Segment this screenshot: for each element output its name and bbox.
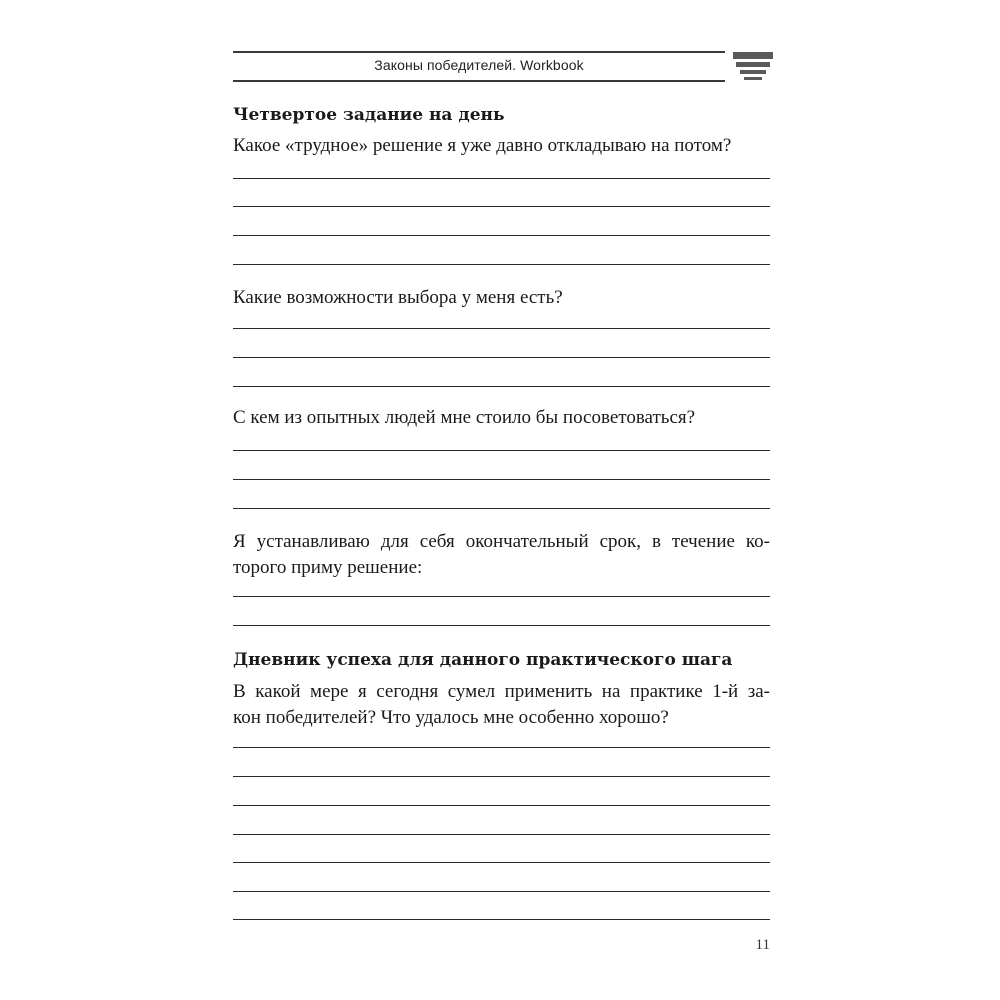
question-4 — [233, 529, 770, 581]
answer-line[interactable] — [233, 479, 770, 480]
diary-question-text-line-1: В какой мере я сегодня сумел применить на практике 1-й за- — [233, 681, 770, 702]
question-1-text: Какое «трудное» решение я уже давно откладываю на потом? — [233, 135, 732, 156]
answer-line[interactable] — [233, 206, 770, 207]
header-rule-top — [233, 51, 725, 53]
answer-line[interactable] — [233, 596, 770, 597]
answer-line[interactable] — [233, 508, 770, 509]
page-number: 11 — [755, 937, 770, 953]
answer-line[interactable] — [233, 891, 770, 892]
header-rule-bottom — [233, 80, 725, 82]
book-emblem-icon — [733, 46, 773, 86]
question-2-text: Какие возможности выбора у меня есть? — [233, 287, 563, 308]
answer-line[interactable] — [233, 625, 770, 626]
answer-line[interactable] — [233, 776, 770, 777]
question-3-text: С кем из опытных людей мне стоило бы посоветоваться? — [233, 407, 696, 428]
answer-line[interactable] — [233, 178, 770, 179]
question-4-text-line-2: торого приму решение: — [233, 557, 423, 578]
answer-line[interactable] — [233, 805, 770, 806]
answer-line[interactable] — [233, 386, 770, 387]
running-header-title: Законы победителей. Workbook — [374, 57, 584, 73]
answer-line[interactable] — [233, 235, 770, 236]
answer-line[interactable] — [233, 450, 770, 451]
answer-line[interactable] — [233, 862, 770, 863]
question-2 — [233, 285, 770, 311]
answer-line[interactable] — [233, 357, 770, 358]
question-3 — [233, 405, 770, 431]
task-heading: Четвертое задание на день — [233, 105, 505, 125]
answer-line[interactable] — [233, 834, 770, 835]
diary-question-text-line-2: кон победителей? Что удалось мне особенно хорошо? — [233, 707, 669, 728]
question-1 — [233, 133, 770, 159]
answer-line[interactable] — [233, 264, 770, 265]
question-4-text-line-1: Я устанавливаю для себя окончательный срок, в течение ко- — [233, 531, 770, 552]
diary-question — [233, 679, 770, 731]
answer-line[interactable] — [233, 747, 770, 748]
diary-heading: Дневник успеха для данного практического шага — [233, 650, 733, 670]
answer-line[interactable] — [233, 328, 770, 329]
answer-line[interactable] — [233, 919, 770, 920]
